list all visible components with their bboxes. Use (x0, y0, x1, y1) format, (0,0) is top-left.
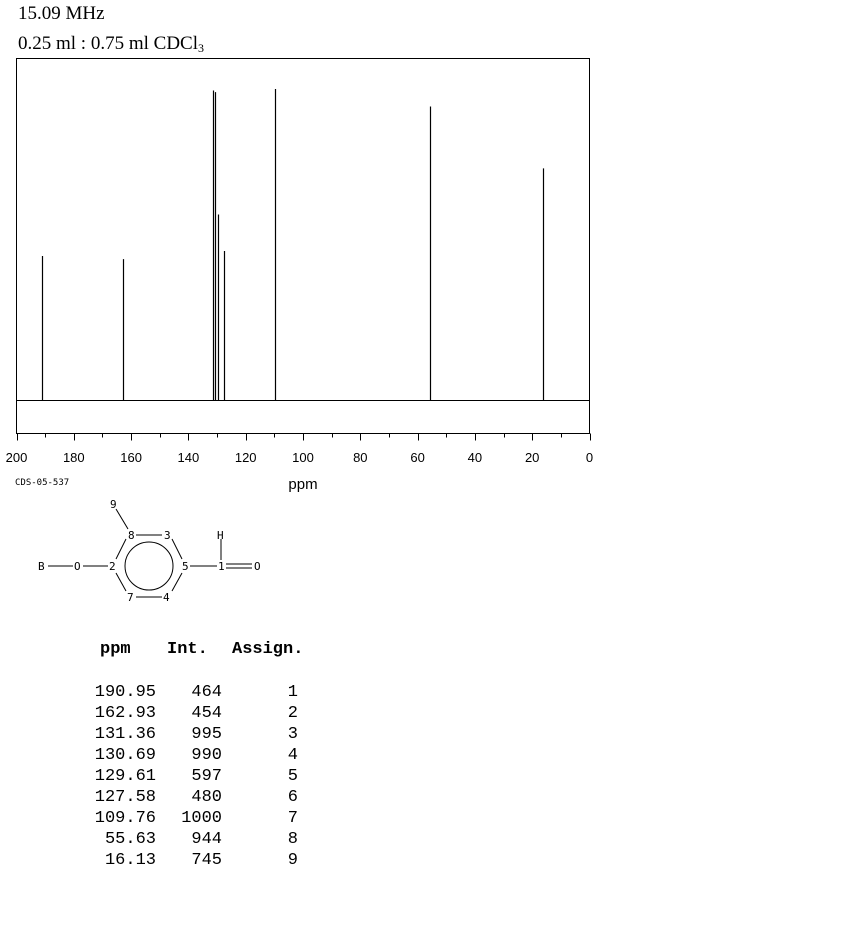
cell-ppm: 55.63 (104, 830, 156, 849)
cell-ppm: 131.36 (94, 725, 156, 744)
molecule-structure (0, 495, 300, 615)
spectrometer-frequency: 15.09 MHz (18, 3, 105, 24)
atom-label-b: B (38, 560, 45, 573)
x-tick-label: 20 (524, 450, 540, 465)
atom-label-7: 7 (127, 591, 134, 604)
peaks-layer (43, 89, 544, 401)
cell-assign: 3 (287, 725, 298, 744)
x-tick-label: 60 (410, 450, 425, 465)
cell-ppm: 16.13 (104, 851, 156, 870)
cell-intensity: 480 (191, 788, 222, 807)
atom-label-o-ether: O (74, 560, 81, 573)
x-tick-label: 160 (120, 450, 142, 465)
cell-assign: 5 (287, 767, 298, 786)
bond-7-2 (116, 573, 126, 591)
cell-assign: 4 (287, 746, 298, 765)
solvent-text: 0.25 ml : 0.75 ml CDCl (18, 33, 198, 54)
bond-5-4 (172, 573, 182, 591)
x-tick-label: 80 (353, 450, 368, 465)
x-tick-label: 180 (62, 450, 85, 465)
cell-intensity: 1000 (181, 809, 222, 828)
atom-label-2: 2 (109, 560, 116, 573)
cell-intensity: 464 (191, 683, 222, 702)
cell-intensity: 745 (191, 851, 222, 870)
cell-assign: 8 (287, 830, 298, 849)
x-tick-label: 120 (234, 450, 257, 465)
cell-ppm: 109.76 (94, 809, 156, 828)
atom-label-o-carbonyl: O (254, 560, 261, 573)
atom-label-5: 5 (182, 560, 189, 573)
cell-intensity: 454 (191, 704, 222, 723)
atom-label-4: 4 (163, 591, 170, 604)
header-ppm: ppm (100, 640, 131, 659)
cell-assign: 6 (287, 788, 298, 807)
cell-assign: 9 (287, 851, 298, 870)
bond-3-5 (172, 539, 182, 559)
bond-2-8 (116, 539, 126, 559)
cell-intensity: 944 (191, 830, 222, 849)
header-intensity: Int. (167, 640, 208, 659)
x-tick-label: 40 (467, 450, 483, 465)
cell-ppm: 129.61 (94, 767, 156, 786)
atom-label-1: 1 (218, 560, 225, 573)
cell-intensity: 597 (191, 767, 222, 786)
x-tick-label: 100 (292, 450, 314, 465)
x-axis-label: ppm (288, 476, 318, 493)
header-assign: Assign. (232, 640, 304, 659)
bond-9-8 (116, 509, 128, 529)
cell-intensity: 995 (191, 725, 222, 744)
atom-label-9: 9 (110, 498, 117, 511)
solvent-subscript: 3 (198, 41, 204, 55)
cell-ppm: 127.58 (94, 788, 156, 807)
cell-assign: 2 (287, 704, 298, 723)
atom-label-8: 8 (128, 529, 135, 542)
x-tick-label: 140 (177, 450, 200, 465)
cell-ppm: 190.95 (94, 683, 156, 702)
x-axis-ticks (6, 434, 593, 466)
aromatic-ring-circle (125, 542, 173, 590)
plot-frame (17, 59, 590, 434)
atom-label-h: H (217, 529, 224, 542)
cell-ppm: 130.69 (94, 746, 156, 765)
cell-assign: 7 (287, 809, 298, 828)
x-tick-label: 0 (585, 450, 594, 465)
cell-assign: 1 (287, 683, 298, 702)
cell-ppm: 162.93 (94, 704, 156, 723)
sample-code: CDS-05-537 (15, 478, 70, 488)
cell-intensity: 990 (191, 746, 222, 765)
atom-label-3: 3 (164, 529, 171, 542)
x-tick-label: 200 (5, 450, 28, 465)
